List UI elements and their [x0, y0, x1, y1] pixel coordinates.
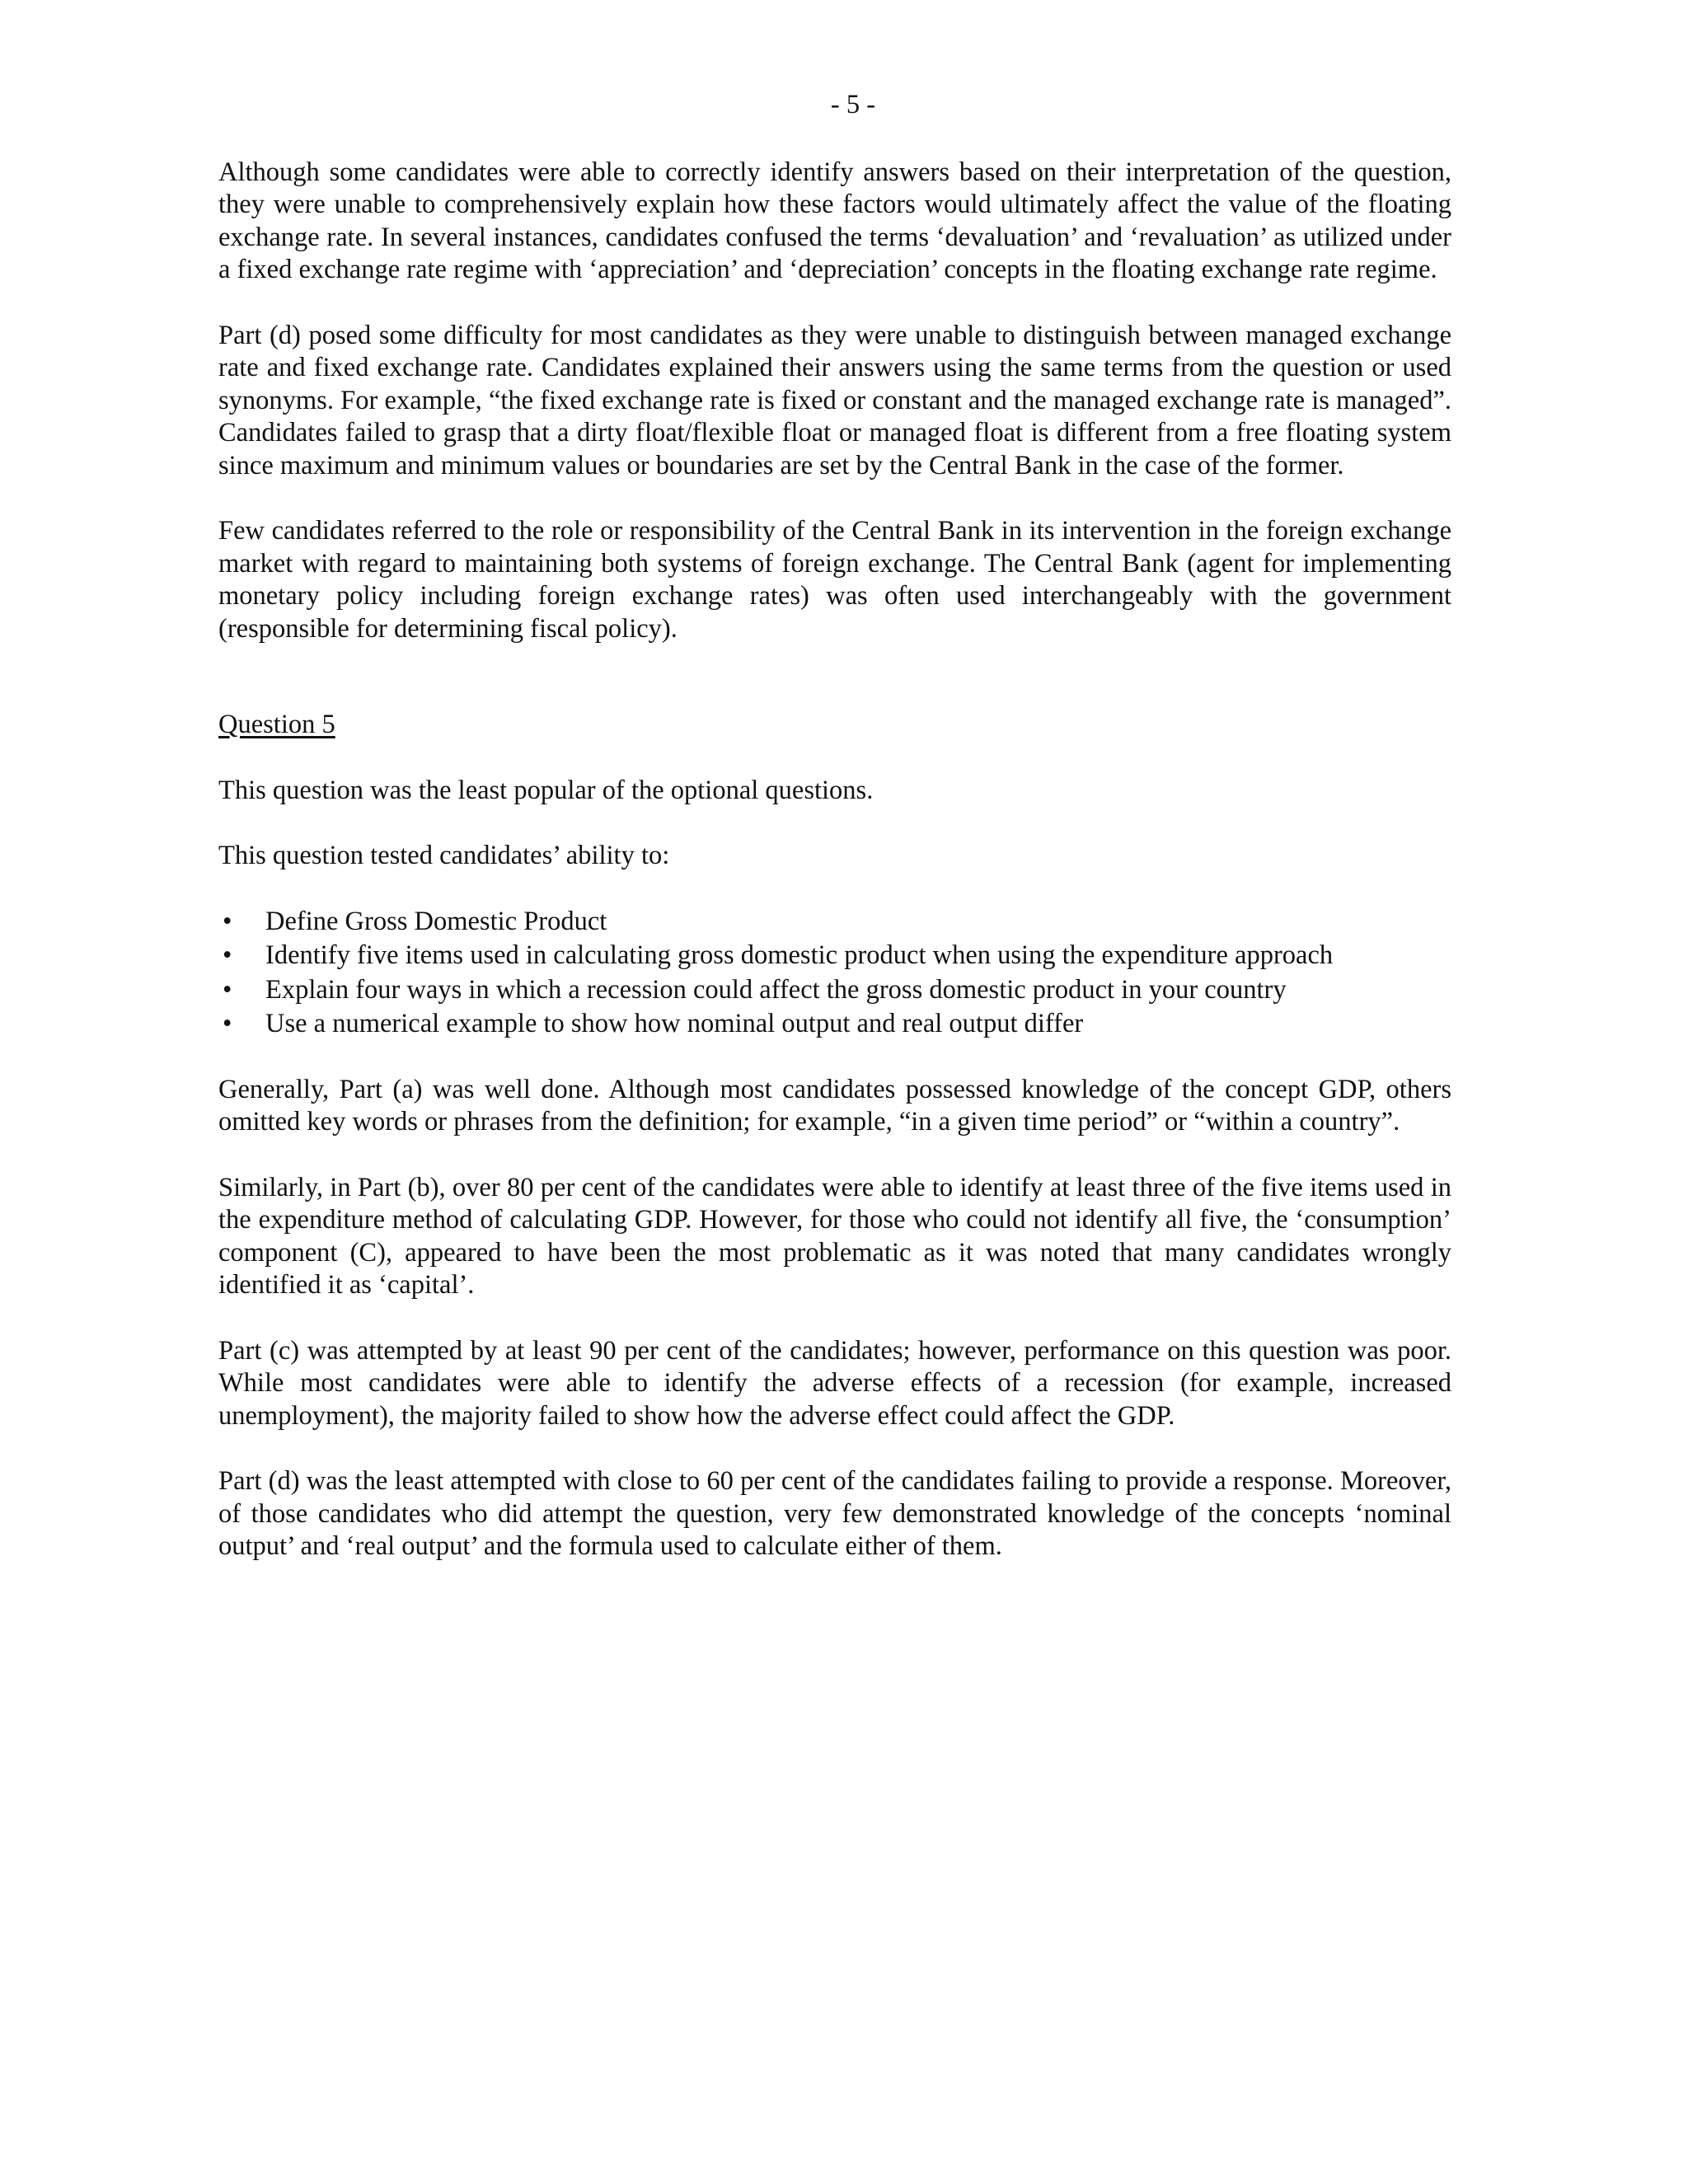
objectives-list	[218, 906, 1451, 1041]
list-item	[218, 906, 1451, 939]
paragraph-floating-rate: Although some candidates were able to correctly identify answers based on their interpretation of the question, they were unable to comprehensively explain how these factors would ultimately affect the value of the floating exchange rate. In several instances, candidates confused the terms ‘devaluation’ and ‘revaluation’ as utilized under a fixed exchange rate regime with ‘appreciation’ and ‘depreciation’ concepts in the floating exchange rate regime.	[218, 157, 1451, 284]
paragraph-part-a: Generally, Part (a) was well done. Although most candidates possessed knowledge of the concept GDP, others omitted key words or phrases from the definition; for example, “in a given time period” or “within a country”.	[218, 1074, 1451, 1137]
list-item	[218, 974, 1451, 1007]
document-page	[218, 89, 1451, 1596]
list-item	[218, 1008, 1451, 1041]
paragraph-part-d: Part (d) was the least attempted with close to 60 per cent of the candidates failing to provide a response. Moreover, of those candidates who did attempt the question, very few demonstrated knowledge of the concepts ‘nominal output’ and ‘real output’ and the formula used to calculate either of them.	[218, 1466, 1451, 1561]
paragraph-part-b: Similarly, in Part (b), over 80 per cent of the candidates were able to identify at least three of the five items used in the expenditure method of calculating GDP. However, for those who could not identify all five, the ‘consumption’ component (C), appeared to have been the most problematic as it was noted that many candidates wrongly identified it as ‘capital’.	[218, 1172, 1451, 1300]
paragraph-least-popular: This question was the least popular of the optional questions.	[218, 775, 874, 805]
bullet-icon: •	[223, 940, 232, 970]
list-item-text: Explain four ways in which a recession could affect the gross domestic product in your country	[265, 974, 1287, 1005]
list-item-text: Identify five items used in calculating gross domestic product when using the expenditure approach	[265, 940, 1334, 970]
list-item	[218, 940, 1451, 972]
paragraph-central-bank: Few candidates referred to the role or responsibility of the Central Bank in its intervention in the foreign exchange market with regard to maintaining both systems of foreign exchange. The Central Bank (agent for implementing monetary policy including foreign exchange rates) was often used interchangeably with the government (responsible for determining fiscal policy).	[218, 516, 1451, 644]
list-item-text: Define Gross Domestic Product	[265, 906, 607, 936]
question-5-heading: Question 5	[218, 710, 335, 739]
bullet-icon: •	[223, 1009, 232, 1038]
bullet-icon: •	[223, 974, 232, 1005]
list-item-text: Use a numerical example to show how nominal output and real output differ	[265, 1009, 1084, 1038]
paragraph-tested-ability: This question tested candidates’ ability to:	[218, 841, 670, 870]
paragraph-part-d-exchange: Part (d) posed some difficulty for most candidates as they were unable to distinguish between managed exchange rate and fixed exchange rate. Candidates explained their answers using the same terms from the question or used synonyms. For example, “the fixed exchange rate is fixed or constant and the managed exchange rate is managed”. Candidates failed to grasp that a dirty float/flexible float or managed float is different from a free floating system since maximum and minimum values or boundaries are set by the Central Bank in the case of the former.	[218, 320, 1451, 480]
page-number: - 5 -	[830, 90, 876, 120]
paragraph-part-c: Part (c) was attempted by at least 90 per cent of the candidates; however, performance on this question was poor. While most candidates were able to identify the adverse effects of a recession (for example, increased unemployment), the majority failed to show how the adverse effect could affect the GDP.	[218, 1335, 1451, 1431]
bullet-icon: •	[223, 906, 232, 936]
